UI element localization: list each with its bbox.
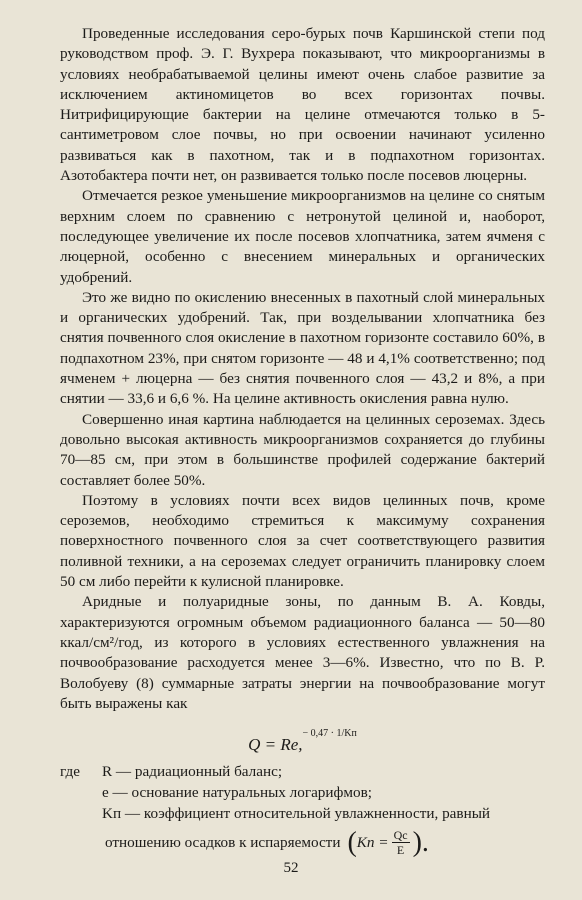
k-fraction-denominator: E bbox=[396, 843, 405, 858]
definitions bbox=[60, 761, 545, 857]
definition-k-extra: отношению осадков к испаряемости ( Kп = $\frac{Qc}{E}$ ). bbox=[105, 826, 429, 858]
definition-r-text: R — радиационный баланс; bbox=[102, 763, 283, 781]
body-text bbox=[60, 24, 545, 857]
page-number: 52 bbox=[283, 860, 299, 876]
formula-exponent: − 0,47 · 1/Kп bbox=[302, 728, 357, 740]
where-word: где bbox=[60, 763, 80, 781]
paragraph-6: Аридные и полуаридные зоны, по данным В. А. Ковды, характеризуются огромным объемом радиационного баланса — 50—80 ккал/см²/год, из которого в условиях естественного увлажнения на почвообразование расходуется менее 3—6%. Известно, что по В. Р. Волобуеву (8) суммарные затраты энергии на почвообразование могут быть выражены как bbox=[60, 593, 545, 712]
paragraph-3: Это же видно по окислению внесенных в пахотный слой минеральных и органических удобрений. Так, при возделывании хлопчатника без снятия почвенного слоя окисление в пахотном горизонте составило 60%, в подпахотном 23%, при снятом горизонте — 48 и 4,1% соответственно; под ячменем + люцерна — без снятия почвенного слоя — 43,2 и 8%, а при снятии — 33,6 и 6,6 %. На целине активность окисления равна нулю. bbox=[60, 288, 545, 408]
definition-k-extra-text: отношению осадков к испаряемости bbox=[105, 834, 341, 852]
definition-e-text: e — основание натуральных логарифмов; bbox=[102, 784, 372, 802]
paragraph-4: Совершенно иная картина наблюдается на целинных сероземах. Здесь довольно высокая активность микроорганизмов сохраняется до глубины 70—85 см, при этом в большинстве профилей содержание бактерий составляет более 50%. bbox=[60, 410, 545, 489]
energy-formula bbox=[60, 728, 545, 755]
paragraph-1: Проведенные исследования серо-бурых почв Каршинской степи под руководством проф. Э. Г. Вухрера показывают, что микроорганизмы в условиях необрабатываемой целины имеют очень слабое развитие за исключением актиномицетов во всех горизонтах почвы. Нитрифицирующие бактерии на целине отмечаются только в 5-сантиметровом слое почвы, но при освоении начинают усиленно развиваться как в пахотном, так и в подпахотном горизонтах. Азотобактера почти нет, он развивается только после посевов люцерны. bbox=[60, 25, 545, 185]
definition-k bbox=[60, 803, 545, 824]
k-fraction-numerator: Qc bbox=[393, 828, 408, 843]
formula-lhs: Q = Re, bbox=[248, 735, 303, 755]
paragraph-5: Поэтому в условиях почти всех видов целинных почв, кроме сероземов, необходимо стремиться к максимуму сохранения поверхностного почвенного слоя за счет соответствующего развития поливной техники, а на сероземах следует ограничить планировку слоем 50 см либо перейти к кулисной планировке. bbox=[60, 491, 545, 591]
definition-e bbox=[60, 782, 545, 803]
definition-r bbox=[60, 761, 545, 782]
k-fraction bbox=[392, 828, 410, 857]
k-formula-lhs: Kп = bbox=[356, 834, 389, 852]
definition-k-text: Kп — коэффициент относительной увлажненности, равный bbox=[102, 805, 491, 823]
paragraph-2: Отмечается резкое уменьшение микроорганизмов на целине со снятым верхним слоем по сравнению с нетронутой целиной и, наоборот, последующее увеличение их после посевов хлопчатника, затем ячменя с люцерной, особенно с внесением минеральных и органических удобрений. bbox=[60, 187, 545, 286]
